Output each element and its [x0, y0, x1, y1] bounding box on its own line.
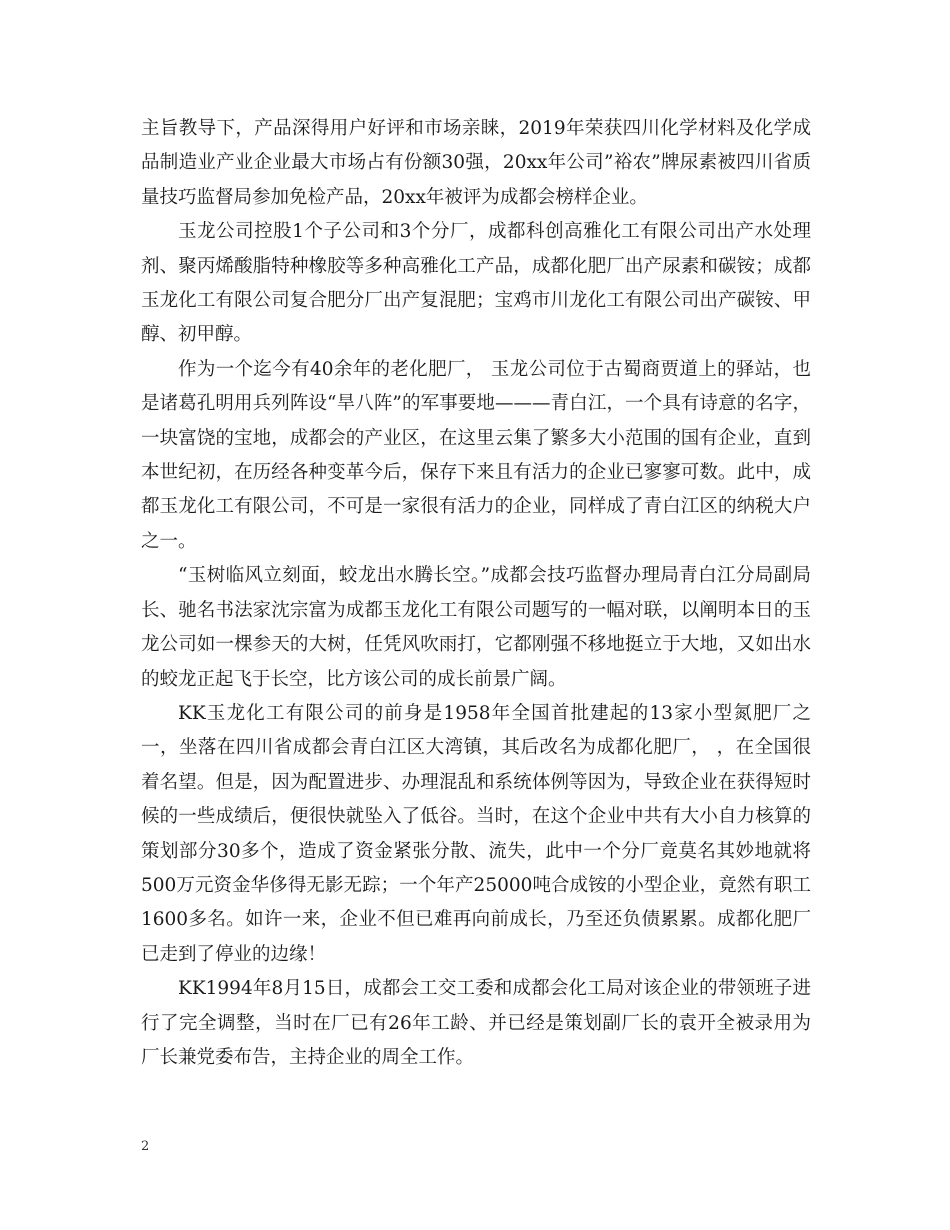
paragraph-subsidiaries: 玉龙公司控股1个子公司和3个分厂，成都科创高雅化工有限公司出产水处理剂、聚丙烯酸脂特种橡胶等多种高雅化工产品，成都化肥厂出产尿素和碳铵；成都玉龙化工有限公司复合肥分厂出产复混肥；宝鸡市川龙化工有限公司出产碳铵、甲醇、初甲醇。 — [141, 221, 811, 346]
paragraph-couplet: “玉树临风立刻面，蛟龙出水腾长空。”成都会技巧监督办理局青白江分局副局长、驰名书法家沈宗富为成都玉龙化工有限公司题写的一幅对联，以阐明本日的玉龙公司如一棵参天的大树，任凭风吹雨打，它都刚强不移地挺立于大地，又如出水的蛟龙正起飞于长空，比方该公司的成长前景广阔。 — [141, 565, 811, 690]
paragraph-history-location: 作为一个迄今有40余年的老化肥厂， 玉龙公司位于古蜀商贾道上的驿站，也是诸葛孔明用兵列阵设“旱八阵”的军事要地———青白江，一个具有诗意的名字，一块富饶的宝地，成都会的产业区，在这里云集了繁多大小范围的国有企业，直到本世纪初，在历经各种变革今后，保存下来且有活力的企业已寥寥可数。此中，成都玉龙化工有限公司，不可是一家很有活力的企业，同样成了青白江区的纳税大户之一。 — [141, 358, 811, 552]
paragraph-predecessor: KK玉龙化工有限公司的前身是1958年全国首批建起的13家小型氮肥厂之一，坐落在四川省成都会青白江区大湾镇，其后改名为成都化肥厂， ，在全国很着名望。但是，因为配置进步、办理混乱和系统体例等因为，导致企业在获得短时候的一些成绩后，便很快就坠入了低谷。当时，在这个企业中共有大小自力核算的策划部分30多个，造成了资金紧张分散、流失，此中一个分厂竟莫名其妙地就将500万元资金华侈得无影无踪；一个年产25000吨合成铵的小型企业，竟然有职工1600多名。如许一来，企业不但已难再向前成长，乃至还负债累累。成都化肥厂已走到了停业的边缘！ — [141, 702, 811, 965]
page-number: 2 — [141, 1139, 150, 1154]
paragraph-continuation: 主旨教导下，产品深得用户好评和市场亲睐，2019年荣获四川化学材料及化学成品制造业产业企业最大市场占有份额30强，20xx年公司”裕农”牌尿素被四川省质量技巧监督局参加免检产品，20xx年被评为成都会榜样企业。 — [141, 118, 811, 208]
body-text — [141, 112, 811, 1075]
paragraph-reorganization: KK1994年8月15日，成都会工交工委和成都会化工局对该企业的带领班子进行了完全调整，当时在厂已有26年工龄、并已经是策划副厂长的袁开全被录用为厂长兼党委布告，主持企业的周全工作。 — [141, 978, 811, 1068]
